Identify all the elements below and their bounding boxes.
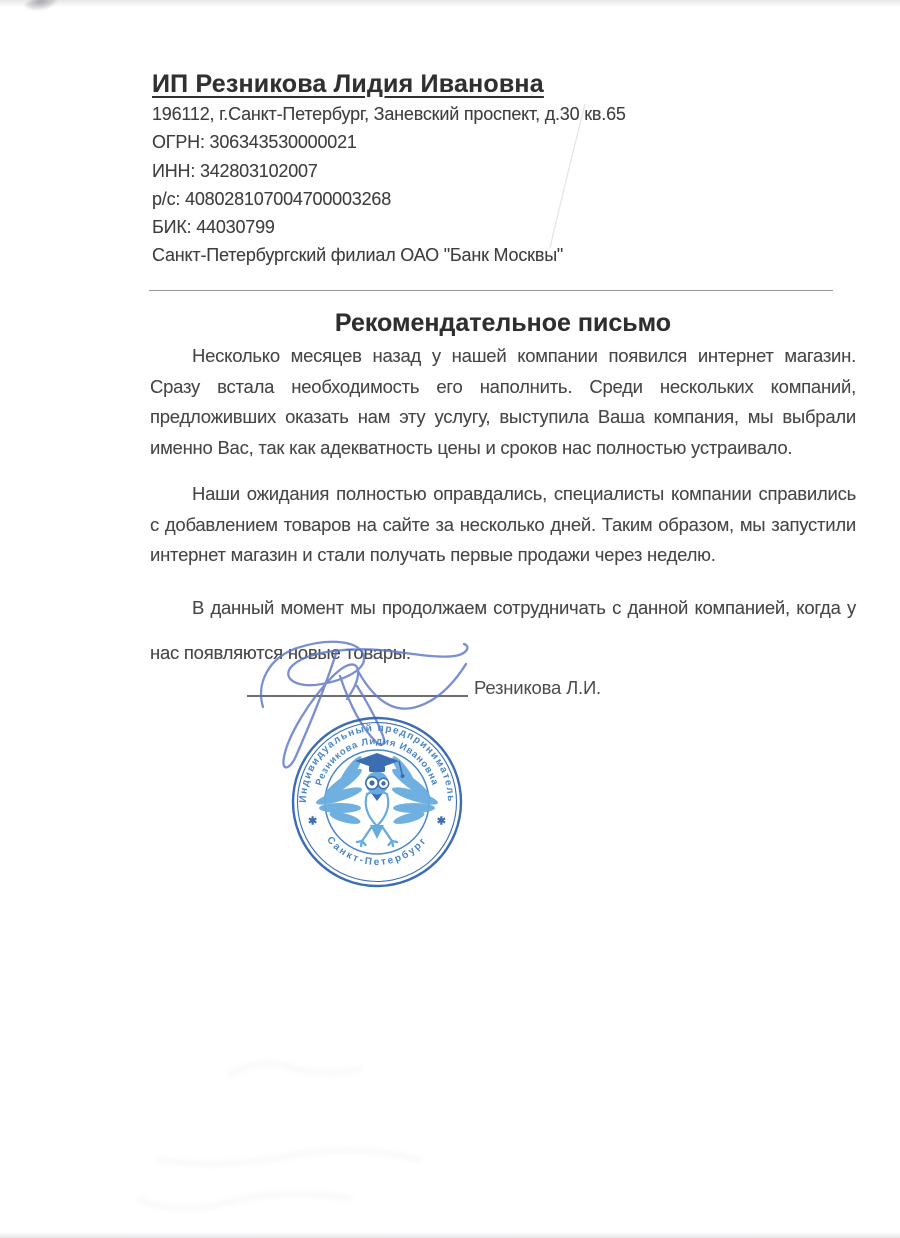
company-stamp: [287, 712, 467, 892]
stamp-star-icon: ✱: [307, 815, 318, 828]
stamp-star-icon: ✱: [436, 815, 447, 828]
letterhead-inn: ИНН: 342803102007: [152, 160, 318, 181]
letterhead-bank: Санкт-Петербургский филиал ОАО "Банк Москвы": [152, 245, 564, 266]
letterhead-ogrn: ОГРН: 306343530000021: [152, 132, 357, 153]
scan-bleedthrough-artifact: [140, 1063, 420, 1208]
letterhead-block: [152, 100, 626, 270]
letterhead-name: ИП Резникова Лидия Ивановна: [152, 70, 544, 98]
signature-stroke: [358, 664, 466, 709]
horizontal-divider: [149, 290, 833, 291]
body-paragraph-2: Наши ожидания полностью оправдались, специалисты компании справились с добавлением товаров на сайте за несколько дней. Таким образом, мы запустили интернет магазин и стали получать первые продажи через неделю.: [150, 483, 856, 566]
scan-edge-shadow-top: [0, 0, 900, 7]
stamp-arc-text-outer: Индивидуальный предприниматель: [297, 722, 457, 804]
body-paragraph-1: Несколько месяцев назад у нашей компании появился интернет магазин. Сразу встала необходимость его наполнить. Среди нескольких компаний, предложивших оказать нам эту услугу, выступила Ваша компания, мы выбрали именно Вас, так как адекватность цены и сроков нас полностью устраивало.: [150, 345, 856, 459]
letterhead-address: 196112, г.Санкт-Петербург, Заневский проспект, д.30 кв.65: [152, 104, 626, 124]
letter-title: Рекомендательное письмо: [334, 309, 672, 337]
stamp-arc-text-inner: Резникова Лидия Ивановна: [313, 735, 441, 788]
stamp-arc-text-bottom: Санкт-Петербург: [324, 834, 430, 869]
scan-edge-shadow-bottom: [0, 1232, 900, 1238]
letterhead-bik: БИК: 44030799: [152, 217, 275, 238]
signatory-name: Резникова Л.И.: [474, 677, 601, 698]
letterhead-account: р/с: 408028107004700003268: [152, 188, 392, 209]
body-paragraph-3: В данный момент мы продолжаем сотрудничать с данной компанией, когда у нас появляются новые товары.: [150, 597, 856, 663]
